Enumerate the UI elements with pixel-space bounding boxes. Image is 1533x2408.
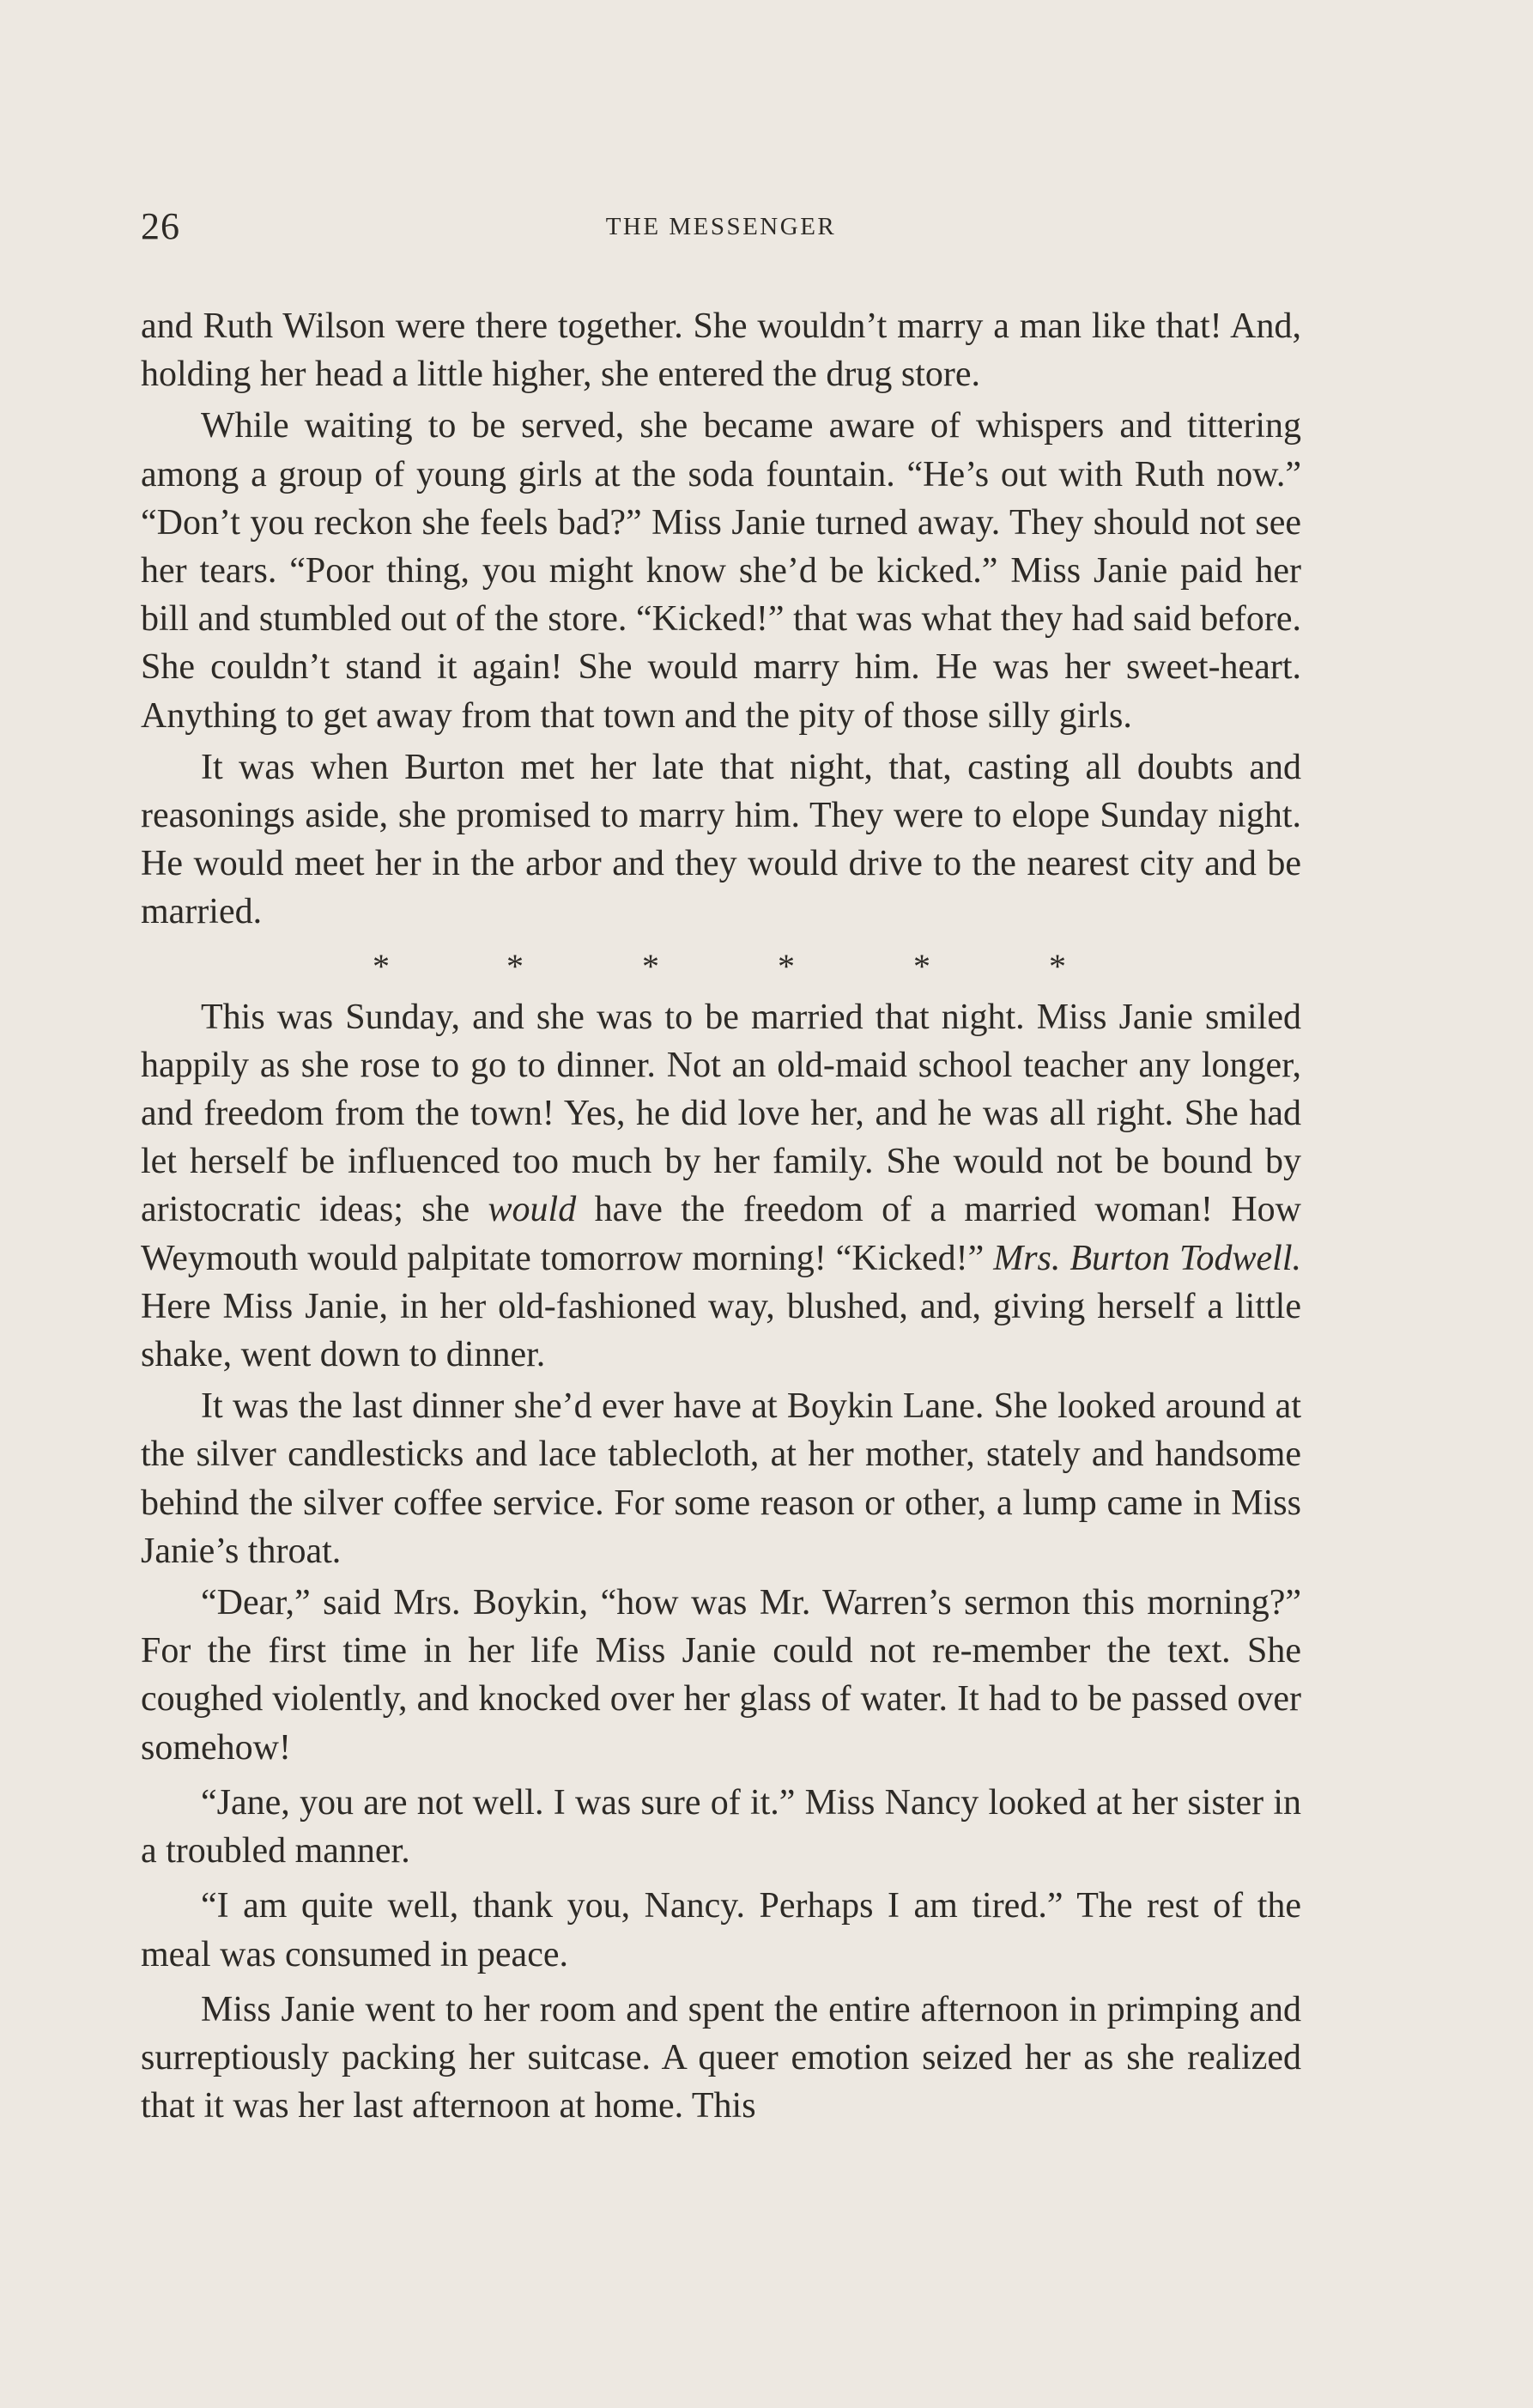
paragraph-4-emphasis: would xyxy=(488,1190,577,1230)
paragraph-4 xyxy=(141,993,1301,1380)
running-head: THE MESSENGER xyxy=(605,213,837,240)
paragraph-8: “I am quite well, thank you, Nancy. Perhaps I am tired.” The rest of the meal was consumed in peace. xyxy=(141,1886,1301,1974)
section-break-asterisk: * xyxy=(1049,946,1066,986)
section-break-asterisk: * xyxy=(506,946,524,986)
paragraph-6: “Dear,” said Mrs. Boykin, “how was Mr. Warren’s sermon this morning?” For the first time in her life Miss Janie could not re-member the text. She coughed violently, and knocked over her glass of water. It had to be passed over somehow! xyxy=(141,1583,1301,1768)
paragraph-2: While waiting to be served, she became aware of whispers and tittering among a group of young girls at the soda fountain. “He’s out with Ruth now.” “Don’t you reckon she feels bad?” Miss Janie turned away. They should not see her tears. “Poor thing, you might know she’d be kicked.” Miss Janie paid her bill and stumbled out of the store. “Kicked!” that was what they had said before. She couldn’t stand it again! She would marry him. He was her sweet-heart. Anything to get away from that town and the pity of those silly girls. xyxy=(141,406,1301,736)
section-break-asterisk: * xyxy=(778,946,795,986)
section-break xyxy=(141,943,1301,990)
body-text xyxy=(141,302,1301,2133)
section-break-asterisk: * xyxy=(913,946,930,986)
paragraph-3: It was when Burton met her late that night, that, casting all doubts and reasonings aside, she promised to marry him. They were to elope Sunday night. He would meet her in the arbor and they would drive to the nearest city and be married. xyxy=(141,747,1301,932)
paragraph-4-text: This was Sunday, and she was to be married that night. Miss Janie smiled happily as she rose to go to dinner. Not an old-maid school teacher any longer, and freedom from the town! Yes, he did love her, and he was all right. She had let herself be influenced too much by her family. She would not be bound by aristocratic ideas; she xyxy=(141,997,1301,1230)
page-number: 26 xyxy=(141,205,180,247)
paragraph-7: “Jane, you are not well. I was sure of it.” Miss Nancy looked at her sister in a troubled manner. xyxy=(141,1782,1301,1871)
paragraph-4-text: Here Miss Janie, in her old-fashioned way, blushed, and, giving herself a little shake, went down to dinner. xyxy=(141,1286,1301,1375)
paragraph-4-emphasis: Mrs. Burton Todwell. xyxy=(993,1238,1301,1278)
paragraph-1: and Ruth Wilson were there together. She wouldn’t marry a man like that! And, holding her head a little higher, she entered the drug store. xyxy=(141,306,1301,395)
page-header xyxy=(141,204,1301,256)
paragraph-4-text: have the freedom of a married woman! How Weymouth would palpitate tomorrow morning! “Kicked!” xyxy=(141,1190,1302,1278)
section-break-asterisk: * xyxy=(642,946,659,986)
paragraph-5: It was the last dinner she’d ever have at Boykin Lane. She looked around at the silver candlesticks and lace tablecloth, at her mother, stately and handsome behind the silver coffee service. For some reason or other, a lump came in Miss Janie’s throat. xyxy=(141,1386,1301,1571)
paragraph-9: Miss Janie went to her room and spent the entire afternoon in primping and surreptiously packing her suitcase. A queer emotion seized her as she realized that it was her last afternoon at home. This xyxy=(141,1989,1301,2126)
section-break-asterisk: * xyxy=(373,946,390,986)
